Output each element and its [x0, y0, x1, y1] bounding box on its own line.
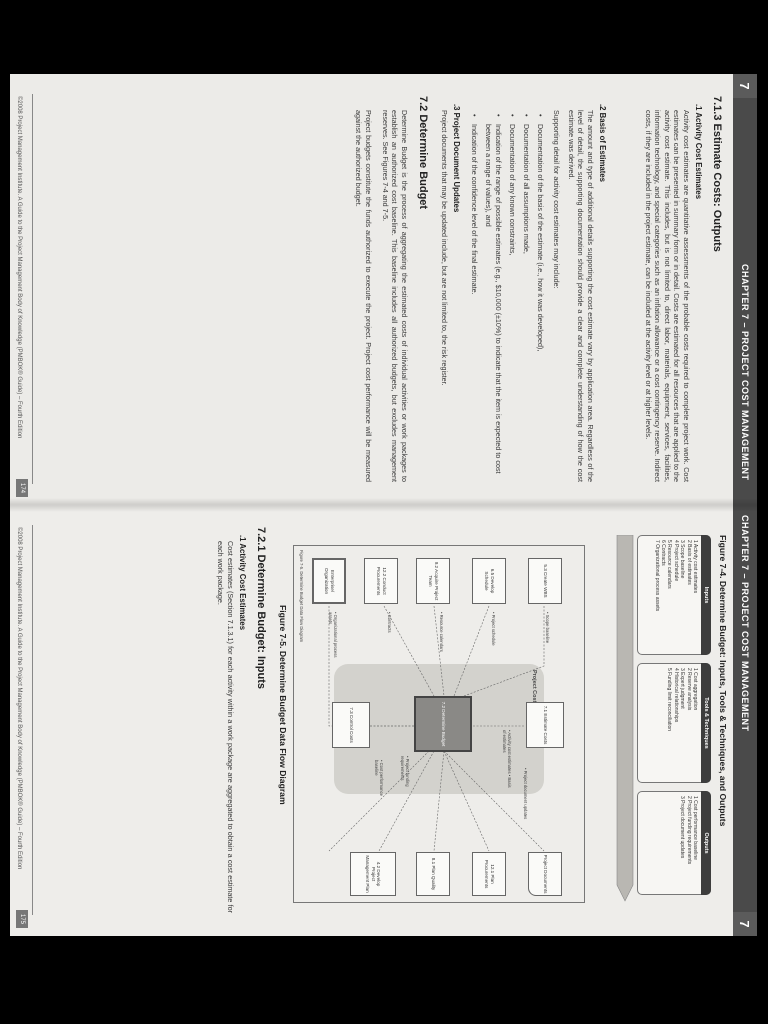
bullet-2: • Documentation of all assumptions made, — [521, 114, 531, 494]
input-sub-text: Cost estimates (Section 7.1.3.1) for each activity within a work package are aggregated to obtain a cost estimate for each work package. — [216, 541, 235, 913]
input-item: 1 Activity cost estimates — [692, 540, 698, 594]
tool-item: 2 Reserve analysis — [685, 668, 692, 711]
node-7-2-determine-budget: 7.2 Determine Budget — [414, 696, 472, 752]
flow-project-schedule: • Project schedule — [491, 612, 496, 646]
node-8-1-plan-quality: 8.1 Plan Quality — [416, 852, 450, 896]
figure5-title: Figure 7-5. Determine Budget Data Flow Diagram — [278, 605, 288, 805]
input-item: 3 Scope baseline — [679, 540, 686, 579]
node-5-3-create-wbs: 5.3 Create WBS — [528, 558, 562, 604]
node-project-documents: Project Documents — [528, 852, 562, 896]
node-12-2-conduct-procurements: 12.2 Conduct Procurements — [364, 558, 398, 604]
flow-project-doc-updates: • Project document updates — [523, 768, 528, 820]
right-page-header: CHAPTER 7 – PROJECT COST MANAGEMENT — [733, 505, 757, 936]
node-7-1-estimate-costs: 7.1 Estimate Costs — [526, 702, 564, 748]
flow-contracts: • Contracts — [387, 612, 392, 633]
tool-item: 1 Cost aggregation — [692, 668, 698, 711]
input-sub-title: .1 Activity Cost Estimates — [238, 535, 247, 631]
output-item: 2 Project funding requirements — [685, 796, 692, 865]
book-gutter — [10, 498, 757, 512]
flow-funding-requirements: • Project funding requirements — [400, 756, 410, 787]
inputs-head: Inputs — [701, 535, 711, 655]
section-title-7-2-1: 7.2.1 Determine Budget: Inputs — [255, 527, 267, 689]
left-footer: ©2008 Project Management Institute. A Guide to the Project Management Body of Knowledge (PMBOK® Guide) – Fourth Edition — [16, 96, 22, 439]
tools-box — [637, 663, 711, 783]
node-9-2-acquire-team: 9.2 Acquire Project Team — [416, 558, 450, 604]
outputs-box — [637, 791, 711, 895]
node-7-3-control-costs: 7.3 Control Costs — [332, 702, 370, 748]
tool-item: 5 Funding limit reconciliation — [666, 668, 673, 732]
output-item: 3 Project document updates — [679, 796, 686, 859]
node-enterprise-organization: Enterprise/ Organization — [312, 558, 346, 604]
bullet-5: • Indication of the confidence level of the final estimate. — [469, 114, 479, 494]
bullet-1: • Documentation of the basis of the estimate (i.e., how it was developed), — [535, 114, 545, 494]
bullet-3: • Documentation of any known constraints, — [507, 114, 517, 494]
node-6-5-develop-schedule: 6.5 Develop Schedule — [472, 558, 506, 604]
left-page — [10, 74, 757, 505]
flow-resource-calendars: • Resource calendars — [439, 612, 444, 652]
book-spread — [10, 74, 757, 936]
sub1-text: Activity cost estimates are quantitative assessments of the probable costs required to complete project work. Cost estimates can be presented in summary form or in detail. Costs are estimated for all resources that are applied to the activity cost estimate. This includes, but is not limited to, direct labor, materials, equipment, services, facilities, information technology, and special categories such as an inflation allowance or a cost contingency reserve. Indirect costs, if they are included in the project estimate, can be included at the activity level or at higher levels. — [643, 110, 691, 482]
right-page-number: 175 — [16, 910, 28, 928]
tool-item: 3 Expert judgment — [679, 668, 686, 709]
right-footer: ©2008 Project Management Institute. A Guide to the Project Management Body of Knowledge (PMBOK® Guide) – Fourth Edition — [16, 527, 22, 870]
left-page-header: CHAPTER 7 – PROJECT COST MANAGEMENT — [733, 74, 757, 505]
left-chapter-tab: 7 — [733, 74, 757, 98]
node-12-1-plan-procurements: 12.1 Plan Procurements — [472, 852, 506, 896]
outputs-head: Outputs — [701, 791, 711, 895]
sub3-text: Project documents that may be updated include, but are not limited to, the risk register. — [440, 110, 449, 386]
data-flow-diagram — [293, 545, 585, 903]
sub3-title: .3 Project Document Updates — [452, 104, 461, 213]
section-title-7-2: 7.2 Determine Budget — [417, 96, 429, 210]
bullet-4: • Indication of the range of possible estimates (e.g., $10,000 (±10%) to indicate that the item is expected to cost between a range of values), and — [484, 114, 503, 484]
tools-head: Tools & Techniques — [701, 663, 711, 783]
footer-rule — [32, 94, 33, 484]
sub2-text2: Supporting detail for activity cost estimates may include: — [552, 110, 561, 289]
flow-activity-cost-estimates: • Activity cost estimates • Basis of estimates — [502, 730, 512, 788]
output-item: 1 Cost performance baseline — [692, 796, 698, 860]
right-chapter-tab: 7 — [733, 912, 757, 936]
tool-item: 4 Historical relationships — [672, 668, 679, 723]
right-footer-rule — [32, 525, 33, 915]
left-page-number: 174 — [16, 479, 28, 497]
input-item: 5 Resource calendars — [666, 540, 673, 589]
input-item: 6 Contracts — [659, 540, 666, 566]
itto-base-arrow — [615, 535, 635, 907]
inputs-box — [637, 535, 711, 655]
flow-scope-baseline: • Scope baseline — [545, 612, 550, 644]
input-item: 2 Basis of estimates — [685, 540, 692, 585]
section2-text: Determine Budget is the process of aggregating the estimated costs of individual activities or work packages to establish an authorized cost baseline. This baseline includes all authorized budgets, but excludes management reserves. See Figures 7-4 and 7-5. — [380, 110, 409, 482]
sub2-text: The amount and type of additional details supporting the cost estimate vary by application area. Regardless of the level of detail, the supporting documentation should provide a clear and complete understanding of how the cost estimate was derived. — [566, 110, 595, 482]
flow-opa: • Organizational process assets — [328, 612, 338, 658]
section2-text2: Project budgets constitute the funds authorized to execute the project. Project cost performance will be measured against the authorized budget. — [354, 110, 373, 482]
scanned-page-spread — [10, 74, 757, 936]
sub1-title: .1 Activity Cost Estimates — [694, 104, 703, 200]
node-4-2-develop-pm-plan: 4.2 Develop Project Management Plan — [350, 852, 396, 896]
section-title-7-1-3: 7.1.3 Estimate Costs: Outputs — [711, 96, 723, 252]
right-page — [10, 505, 757, 936]
input-item: 4 Project schedule — [672, 540, 679, 582]
flow-cost-performance-baseline: • Cost performance baseline — [374, 760, 384, 796]
input-item: 7 Organizational process assets — [653, 540, 660, 612]
figure4-title: Figure 7-4. Determine Budget: Inputs, Tools & Techniques, and Outputs — [718, 535, 728, 827]
sub2-title: .2 Basis of Estimates — [598, 104, 607, 183]
dfd-caption: Figure 7-5. Determine Budget Data Flow Diagram — [299, 550, 304, 643]
